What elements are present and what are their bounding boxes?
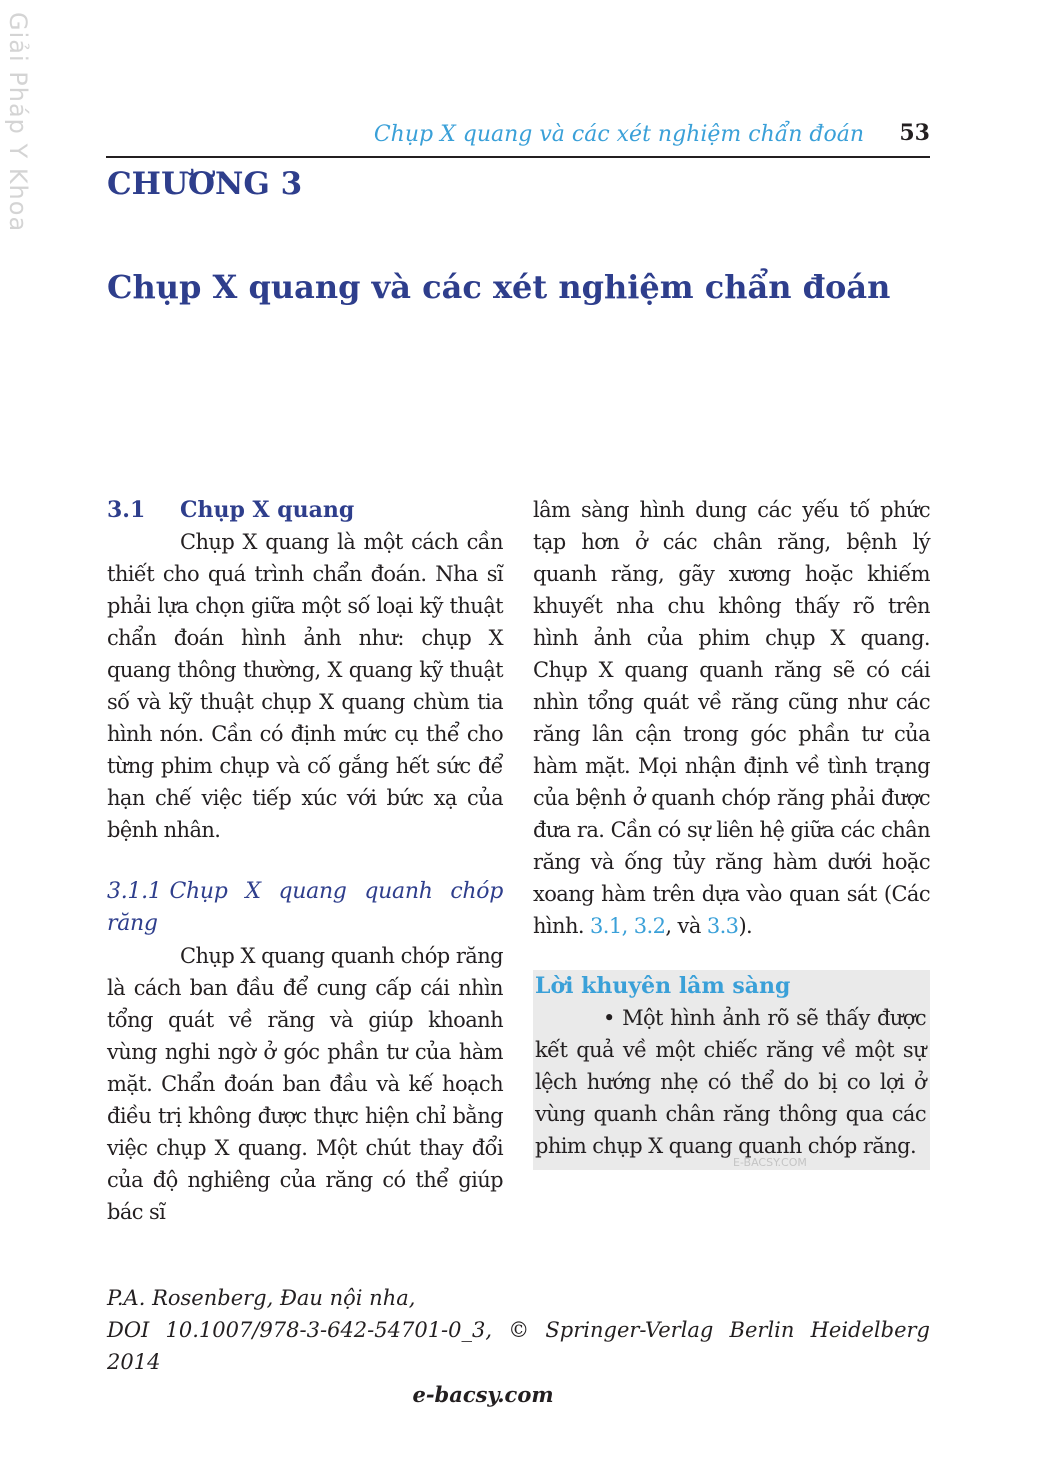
- figure-ref-link[interactable]: 3.1, 3.2: [590, 914, 666, 938]
- section-3-1-1-paragraph-left: Chụp X quang quanh chóp răng là cách ban đầu để cung cấp cái nhìn tổng quát về răng và giúp khoanh vùng nghi ngờ ở góc phần tư của hàm mặt. Chẩn đoán ban đầu và kế hoạch điều trị không được thực hiện chỉ bằng việc chụp X quang. Một chút thay đổi của độ nghiêng của răng có thể giúp bác sĩ: [107, 944, 503, 1224]
- citation-line-1: P.A. Rosenberg, Đau nội nha,: [107, 1286, 416, 1310]
- closing-text: ).: [738, 914, 753, 938]
- left-column: [107, 494, 503, 1228]
- citation-footer: [107, 1282, 930, 1378]
- section-heading-3-1: [107, 494, 503, 526]
- section-title: Chụp X quang: [180, 497, 355, 523]
- footer-site: e-bacsy.com: [412, 1382, 554, 1407]
- side-watermark: Giải Pháp Y Khoa: [4, 12, 32, 233]
- subsection-number: 3.1.1: [107, 879, 162, 904]
- citation-line-3: 2014: [107, 1350, 161, 1374]
- subsection-title: Chụp X quang quanh chóp răng: [107, 879, 503, 936]
- running-head: [106, 118, 930, 158]
- right-column: [533, 494, 930, 1170]
- citation-line-2: DOI 10.1007/978-3-642-54701-0_3, © Springer-Verlag Berlin Heidelberg: [107, 1318, 930, 1342]
- clinical-tip-title: Lời khuyên lâm sàng: [535, 973, 791, 999]
- clinical-tip-text: Một hình ảnh rõ sẽ thấy được kết quả về một chiếc răng về một sự lệch hướng nhẹ có thể do bị co lợi ở vùng quanh chân răng thông qua các phim chụp X quang quanh chóp răng.: [535, 1006, 927, 1158]
- chapter-title: Chụp X quang và các xét nghiệm chẩn đoán: [107, 268, 891, 306]
- section-number: 3.1: [107, 497, 146, 523]
- subsection-heading-3-1-1: [107, 876, 503, 940]
- box-watermark: E-BACSY.COM: [733, 1156, 807, 1169]
- clinical-tip-item: [535, 1002, 926, 1162]
- figure-ref-link-last[interactable]: 3.3: [706, 914, 739, 938]
- bullet-icon: •: [603, 1006, 615, 1030]
- section-3-1-paragraph: Chụp X quang là một cách cần thiết cho quá trình chẩn đoán. Nha sĩ phải lựa chọn giữa một số loại kỹ thuật chẩn đoán hình ảnh như: chụp X quang thông thường, X quang kỹ thuật số và kỹ thuật chụp X quang chùm tia hình nón. Cần có định mức cụ thể cho từng phim chụp và cố gắng hết sức để hạn chế việc tiếp xúc với bức xạ của bệnh nhân.: [107, 530, 503, 842]
- page-number: 53: [899, 120, 930, 146]
- paragraph-continued-text: lâm sàng hình dung các yếu tố phức tạp hơn ở các chân răng, bệnh lý quanh răng, gãy xương hoặc khiếm khuyết nha chu không thấy rõ trên hình ảnh của phim chụp X quang. Chụp X quang quanh răng sẽ có cái nhìn tổng quát về răng cũng như các răng lân cận trong góc phần tư của hàm mặt. Mọi nhận định về tình trạng của bệnh ở quanh chóp răng phải được đưa ra. Cần có sự liên hệ giữa các chân răng và ống tủy răng hàm dưới hoặc xoang hàm trên dựa vào quan sát (Các hình.: [533, 498, 930, 938]
- running-head-title: Chụp X quang và các xét nghiệm chẩn đoán: [373, 122, 864, 147]
- chapter-label: CHƯƠNG 3: [107, 166, 303, 202]
- and-text: , và: [665, 914, 701, 938]
- section-3-1-1-paragraph-right: [533, 494, 930, 942]
- clinical-tip-box: [533, 970, 930, 1170]
